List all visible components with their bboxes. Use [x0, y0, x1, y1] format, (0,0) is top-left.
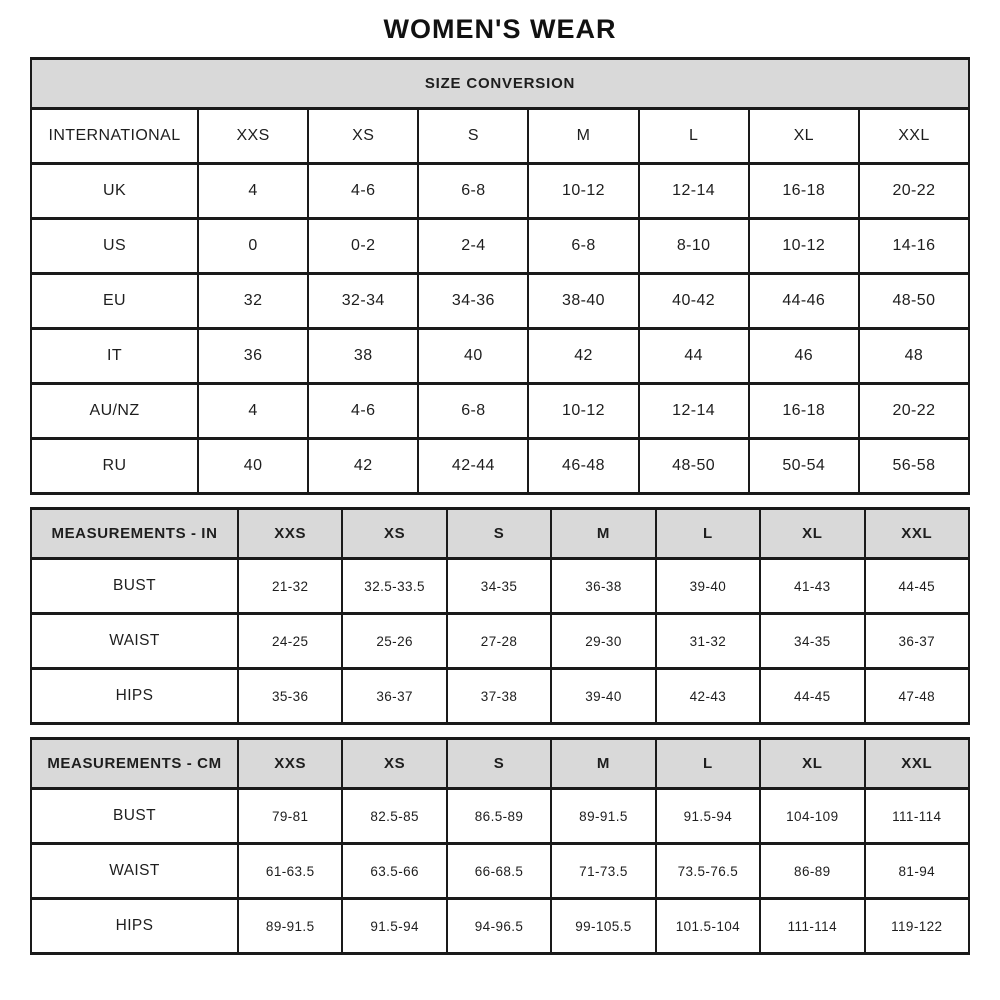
value-cell: 81-94	[865, 844, 969, 899]
value-cell: 119-122	[865, 899, 969, 954]
value-cell: 89-91.5	[238, 899, 342, 954]
table-row	[31, 509, 969, 559]
value-cell: 10-12	[749, 219, 859, 274]
value-cell: 94-96.5	[447, 899, 551, 954]
value-cell: 20-22	[859, 384, 969, 439]
size-header-cell: L	[656, 509, 760, 559]
size-header-cell: XXS	[238, 739, 342, 789]
value-cell: 20-22	[859, 164, 969, 219]
row-label: WAIST	[31, 614, 238, 669]
table-row	[31, 219, 969, 274]
value-cell: 12-14	[639, 164, 749, 219]
column-header-international: INTERNATIONAL	[31, 109, 198, 164]
row-label: WAIST	[31, 844, 238, 899]
value-cell: 48-50	[639, 439, 749, 494]
value-cell: 44	[639, 329, 749, 384]
value-cell: 44-46	[749, 274, 859, 329]
table-row	[31, 384, 969, 439]
value-cell: 16-18	[749, 164, 859, 219]
size-header-cell: XXL	[865, 739, 969, 789]
value-cell: 10-12	[528, 164, 638, 219]
size-header-cell: XS	[308, 109, 418, 164]
value-cell: 42	[528, 329, 638, 384]
value-cell: 34-36	[418, 274, 528, 329]
measurements-cm-header: MEASUREMENTS - CM	[31, 739, 238, 789]
table-row	[31, 164, 969, 219]
size-header-cell: XXL	[859, 109, 969, 164]
value-cell: 104-109	[760, 789, 864, 844]
value-cell: 91.5-94	[342, 899, 446, 954]
table-row	[31, 614, 969, 669]
value-cell: 36	[198, 329, 308, 384]
value-cell: 56-58	[859, 439, 969, 494]
value-cell: 21-32	[238, 559, 342, 614]
value-cell: 32.5-33.5	[342, 559, 446, 614]
size-header-cell: XL	[760, 509, 864, 559]
row-label: HIPS	[31, 899, 238, 954]
size-header-cell: XL	[760, 739, 864, 789]
table-row	[31, 274, 969, 329]
value-cell: 86.5-89	[447, 789, 551, 844]
value-cell: 24-25	[238, 614, 342, 669]
size-header-cell: M	[551, 509, 655, 559]
measurements-cm-table	[30, 737, 970, 955]
value-cell: 2-4	[418, 219, 528, 274]
value-cell: 35-36	[238, 669, 342, 724]
size-header-cell: L	[639, 109, 749, 164]
row-label: BUST	[31, 789, 238, 844]
size-header-cell: S	[447, 739, 551, 789]
size-header-cell: L	[656, 739, 760, 789]
value-cell: 40	[418, 329, 528, 384]
value-cell: 39-40	[656, 559, 760, 614]
value-cell: 44-45	[865, 559, 969, 614]
value-cell: 6-8	[528, 219, 638, 274]
value-cell: 38	[308, 329, 418, 384]
table-row	[31, 439, 969, 494]
value-cell: 25-26	[342, 614, 446, 669]
value-cell: 36-37	[342, 669, 446, 724]
value-cell: 61-63.5	[238, 844, 342, 899]
value-cell: 47-48	[865, 669, 969, 724]
value-cell: 0	[198, 219, 308, 274]
value-cell: 39-40	[551, 669, 655, 724]
value-cell: 42	[308, 439, 418, 494]
row-label: UK	[31, 164, 198, 219]
size-header-cell: XXS	[238, 509, 342, 559]
table-row	[31, 899, 969, 954]
value-cell: 101.5-104	[656, 899, 760, 954]
measurements-in-table	[30, 507, 970, 725]
size-header-cell: XXS	[198, 109, 308, 164]
row-label: RU	[31, 439, 198, 494]
value-cell: 4-6	[308, 384, 418, 439]
value-cell: 32	[198, 274, 308, 329]
row-label: IT	[31, 329, 198, 384]
value-cell: 34-35	[447, 559, 551, 614]
value-cell: 46	[749, 329, 859, 384]
size-header-cell: S	[447, 509, 551, 559]
table-row	[31, 669, 969, 724]
row-label: EU	[31, 274, 198, 329]
size-header-cell: XS	[342, 509, 446, 559]
size-header-cell: XXL	[865, 509, 969, 559]
size-header-cell: S	[418, 109, 528, 164]
row-label: AU/NZ	[31, 384, 198, 439]
size-header-cell: M	[528, 109, 638, 164]
value-cell: 42-44	[418, 439, 528, 494]
value-cell: 12-14	[639, 384, 749, 439]
page-title: WOMEN'S WEAR	[383, 14, 617, 44]
value-cell: 89-91.5	[551, 789, 655, 844]
measurements-in-header: MEASUREMENTS - IN	[31, 509, 238, 559]
table-row	[31, 789, 969, 844]
value-cell: 111-114	[760, 899, 864, 954]
value-cell: 4	[198, 164, 308, 219]
value-cell: 6-8	[418, 164, 528, 219]
value-cell: 16-18	[749, 384, 859, 439]
value-cell: 40	[198, 439, 308, 494]
table-row	[31, 559, 969, 614]
value-cell: 27-28	[447, 614, 551, 669]
value-cell: 4-6	[308, 164, 418, 219]
value-cell: 10-12	[528, 384, 638, 439]
value-cell: 50-54	[749, 439, 859, 494]
value-cell: 63.5-66	[342, 844, 446, 899]
size-header-cell: XS	[342, 739, 446, 789]
value-cell: 111-114	[865, 789, 969, 844]
value-cell: 8-10	[639, 219, 749, 274]
value-cell: 0-2	[308, 219, 418, 274]
value-cell: 6-8	[418, 384, 528, 439]
value-cell: 32-34	[308, 274, 418, 329]
size-conversion-table	[30, 57, 970, 495]
value-cell: 66-68.5	[447, 844, 551, 899]
value-cell: 42-43	[656, 669, 760, 724]
value-cell: 29-30	[551, 614, 655, 669]
size-header-cell: XL	[749, 109, 859, 164]
value-cell: 37-38	[447, 669, 551, 724]
value-cell: 99-105.5	[551, 899, 655, 954]
value-cell: 73.5-76.5	[656, 844, 760, 899]
row-label: HIPS	[31, 669, 238, 724]
value-cell: 4	[198, 384, 308, 439]
table-row	[31, 109, 969, 164]
value-cell: 14-16	[859, 219, 969, 274]
value-cell: 86-89	[760, 844, 864, 899]
value-cell: 79-81	[238, 789, 342, 844]
value-cell: 41-43	[760, 559, 864, 614]
size-conversion-title: SIZE CONVERSION	[31, 59, 969, 109]
value-cell: 71-73.5	[551, 844, 655, 899]
table-row	[31, 844, 969, 899]
table-row	[31, 739, 969, 789]
value-cell: 48	[859, 329, 969, 384]
value-cell: 44-45	[760, 669, 864, 724]
value-cell: 46-48	[528, 439, 638, 494]
value-cell: 40-42	[639, 274, 749, 329]
size-header-cell: M	[551, 739, 655, 789]
row-label: BUST	[31, 559, 238, 614]
value-cell: 36-37	[865, 614, 969, 669]
value-cell: 36-38	[551, 559, 655, 614]
value-cell: 38-40	[528, 274, 638, 329]
table-row	[31, 59, 969, 109]
value-cell: 48-50	[859, 274, 969, 329]
value-cell: 82.5-85	[342, 789, 446, 844]
value-cell: 34-35	[760, 614, 864, 669]
row-label: US	[31, 219, 198, 274]
value-cell: 31-32	[656, 614, 760, 669]
table-row	[31, 329, 969, 384]
value-cell: 91.5-94	[656, 789, 760, 844]
